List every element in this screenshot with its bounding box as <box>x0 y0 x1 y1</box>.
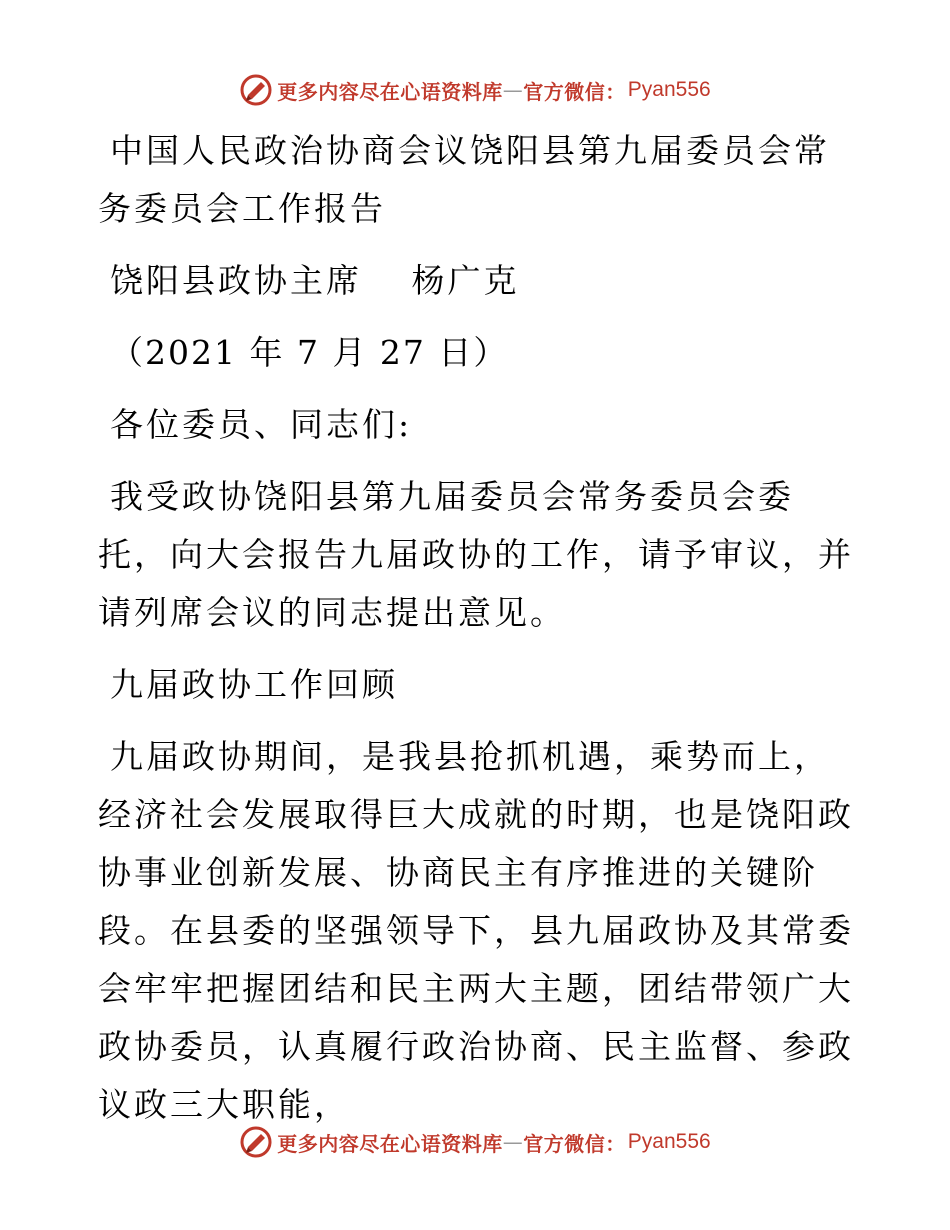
document-intro: 我受政协饶阳县第九届委员会常务委员会委托，向大会报告九届政协的工作，请予审议，并请列席会议的同志提出意见。 <box>98 477 854 632</box>
banner-contact-id: Pyan556 <box>627 78 711 101</box>
pen-logo-icon <box>239 73 273 107</box>
banner-contact-id: Pyan556 <box>627 1130 711 1153</box>
banner-contact-label: 官方微信： <box>523 1131 626 1156</box>
document-author: 饶阳县政协主席 杨广克 <box>110 261 520 300</box>
banner-separator: — <box>502 1130 524 1154</box>
footer-watermark-banner <box>0 1122 950 1162</box>
banner-contact-label: 官方微信： <box>523 79 626 104</box>
pen-logo-icon <box>239 1125 273 1159</box>
document-date: （2021 年 7 月 27 日） <box>110 333 509 372</box>
section-heading: 九届政协工作回顾 <box>110 665 398 704</box>
banner-text: 更多内容尽在心语资料库 <box>277 79 503 104</box>
banner-separator: — <box>502 78 524 102</box>
document-salutation: 各位委员、同志们: <box>110 405 413 444</box>
header-watermark-banner <box>0 70 950 110</box>
banner-text: 更多内容尽在心语资料库 <box>277 1131 503 1156</box>
document-body <box>98 122 858 1148</box>
document-title: 中国人民政治协商会议饶阳县第九届委员会常务委员会工作报告 <box>98 131 830 228</box>
paragraph-1: 九届政协期间，是我县抢抓机遇，乘势而上，经济社会发展取得巨大成就的时期，也是饶阳政协事业创新发展、协商民主有序推进的关键阶段。在县委的坚强领导下，县九届政协及其常委会牢牢把握团结和民主两大主题，团结带领广大政协委员，认真履行政治协商、民主监督、参政议政三大职能， <box>98 737 854 1124</box>
